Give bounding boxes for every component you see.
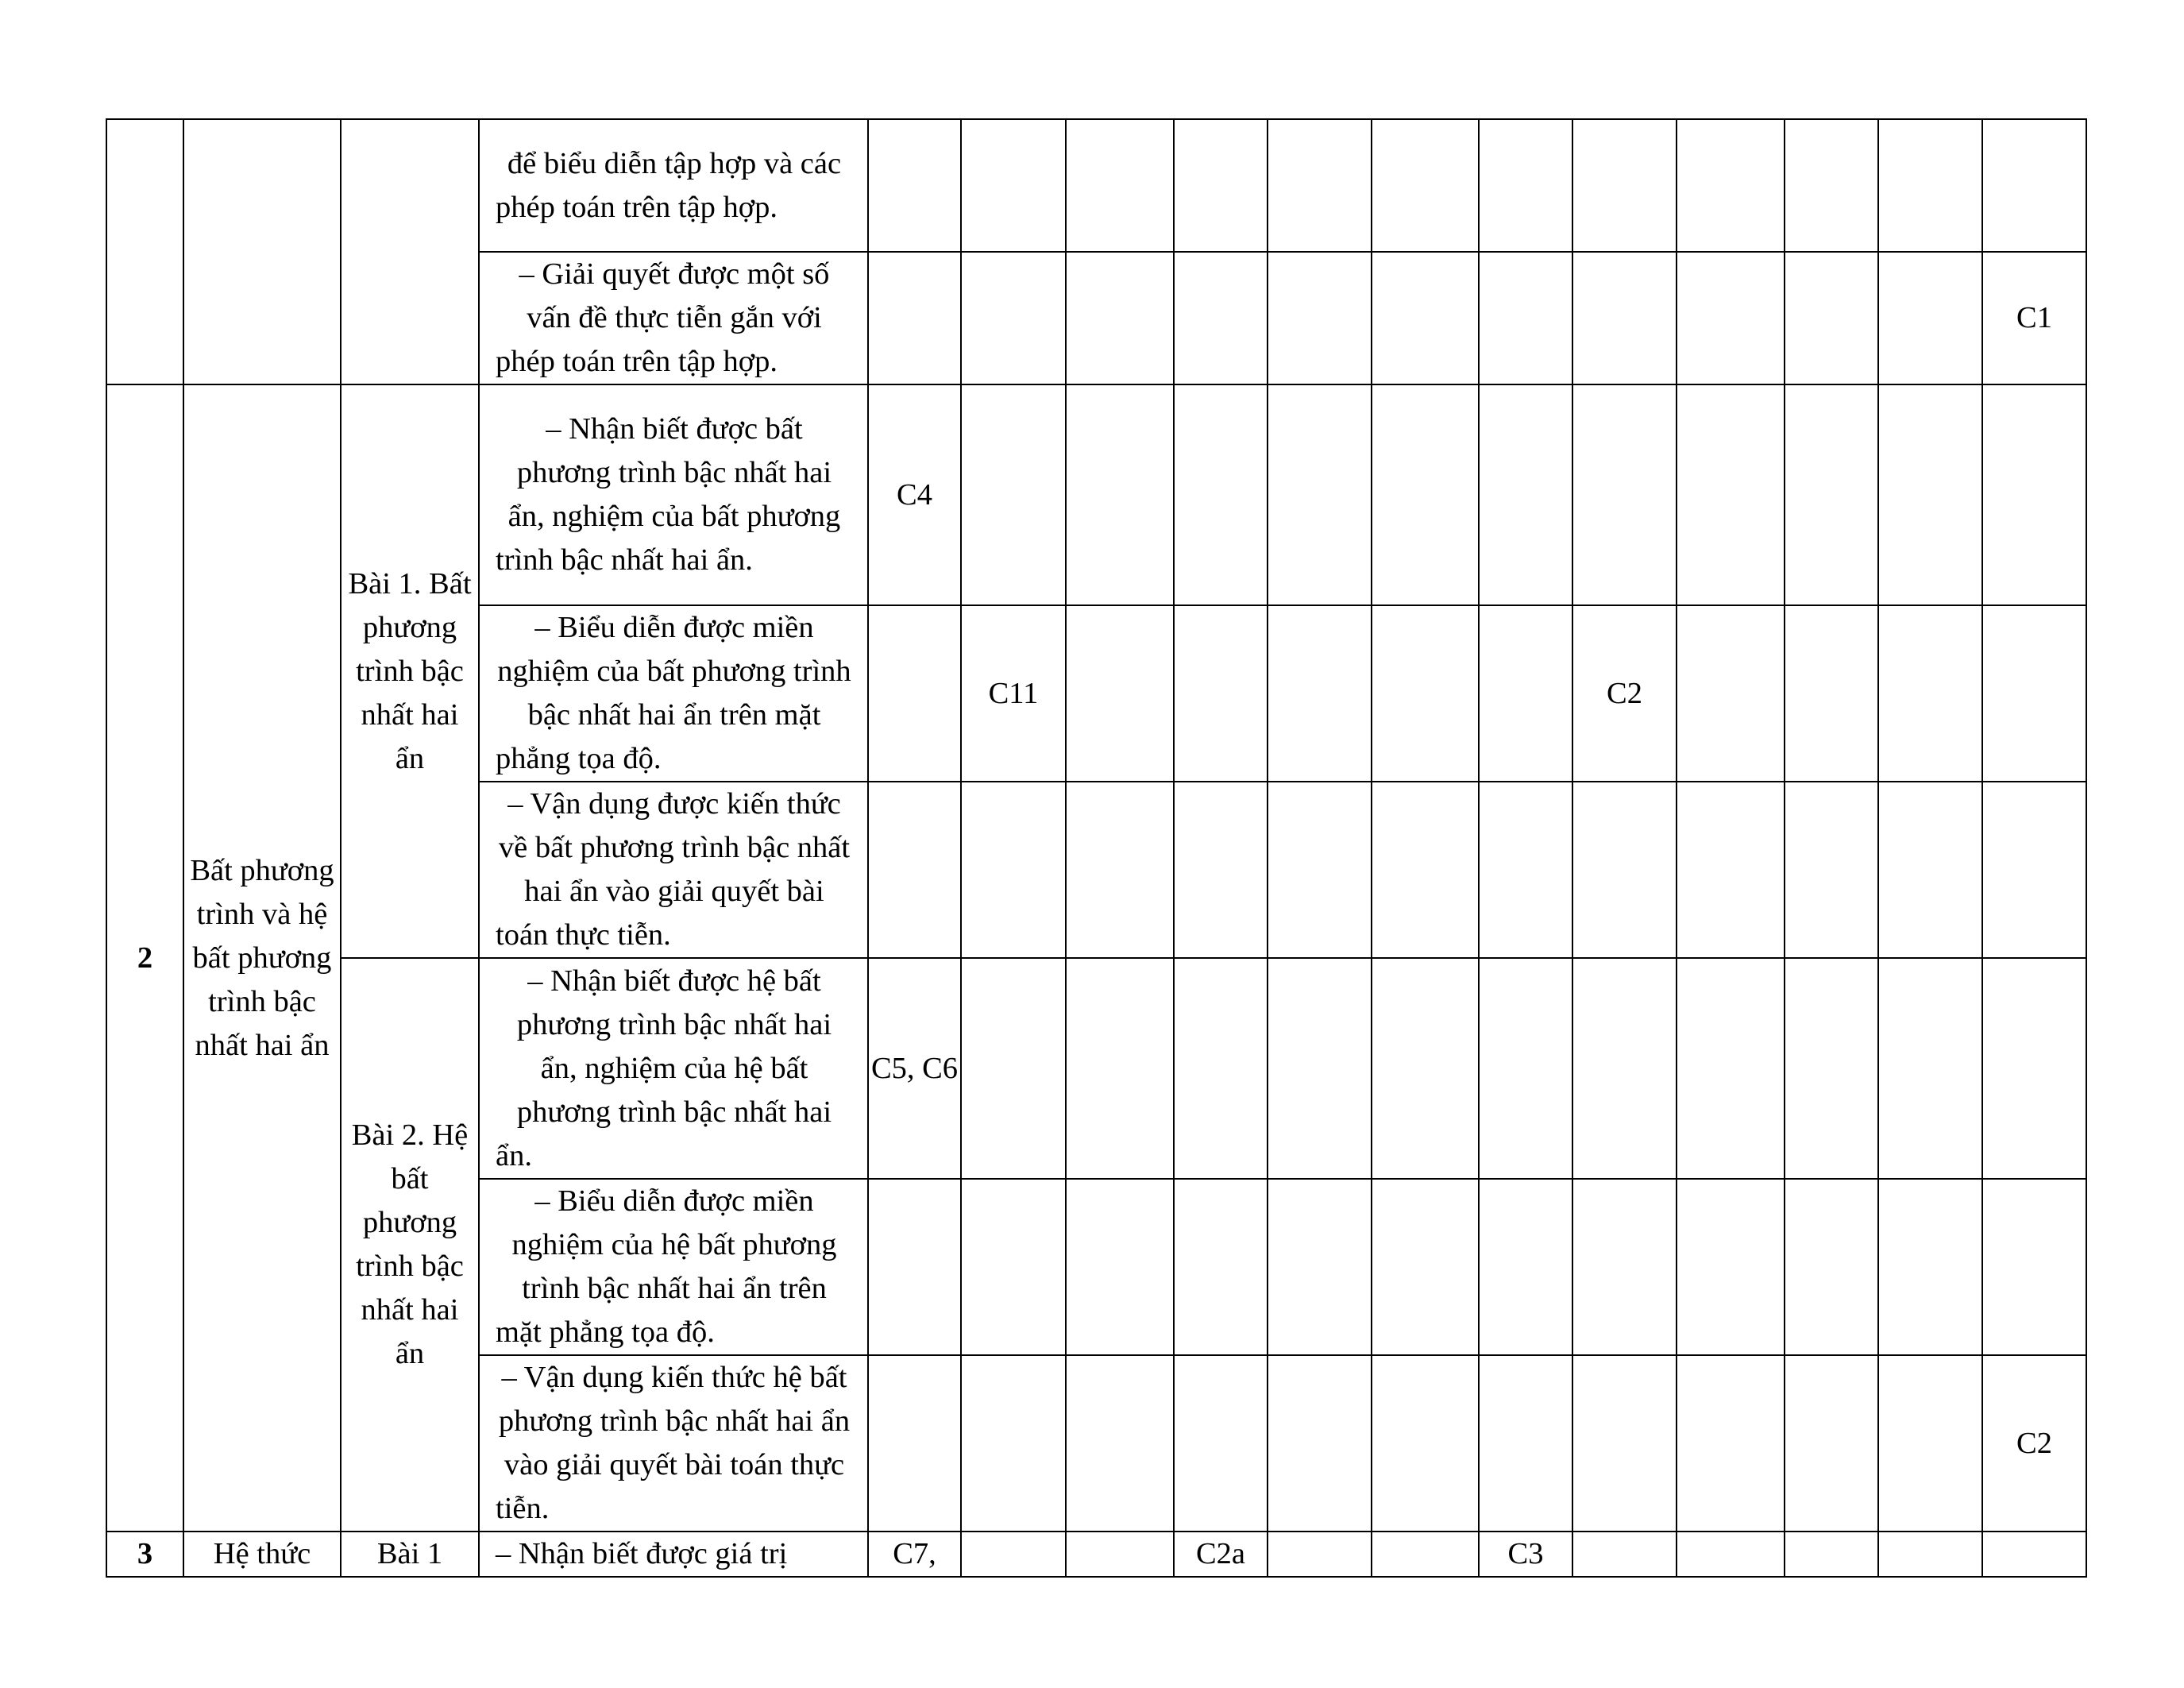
lesson-cell: Bài 1. Bất phương trình bậc nhất hai ẩn: [341, 384, 479, 958]
question-code-cell: C2: [1982, 1355, 2086, 1532]
level-cell: [1982, 605, 2086, 782]
assessment-matrix-table: [106, 118, 2087, 1578]
level-cell: [1174, 958, 1268, 1179]
level-cell: [1677, 252, 1785, 384]
lesson-cell: Bài 2. Hệ bất phương trình bậc nhất hai ẩn: [341, 958, 479, 1532]
criteria-cell: – Vận dụng kiến thức hệ bất phương trình bậc nhất hai ẩn vào giải quyết bài toán thực tiễn.: [479, 1355, 868, 1532]
level-cell: [1372, 958, 1479, 1179]
level-cell: [1982, 384, 2086, 605]
level-cell: [1677, 1179, 1785, 1355]
level-cell: [1372, 384, 1479, 605]
level-cell: [1878, 1179, 1982, 1355]
level-cell: [1878, 782, 1982, 958]
level-cell: [1572, 252, 1677, 384]
level-cell: [1268, 384, 1372, 605]
level-cell: [1066, 252, 1174, 384]
level-cell: [1572, 1355, 1677, 1532]
level-cell: [1372, 119, 1479, 252]
level-cell: [868, 782, 961, 958]
question-code-cell: C2: [1572, 605, 1677, 782]
level-cell: [1677, 1355, 1785, 1532]
criteria-cell: – Biểu diễn được miền nghiệm của hệ bất phương trình bậc nhất hai ẩn trên mặt phẳng tọa độ.: [479, 1179, 868, 1355]
topic-cell: [183, 119, 341, 384]
level-cell: [1479, 384, 1572, 605]
level-cell: [1174, 1179, 1268, 1355]
criteria-cell: – Nhận biết được bất phương trình bậc nhất hai ẩn, nghiệm của bất phương trình bậc nhất hai ẩn.: [479, 384, 868, 605]
table-row: [106, 1532, 2086, 1577]
level-cell: [1572, 958, 1677, 1179]
level-cell: [1878, 1355, 1982, 1532]
level-cell: [1372, 782, 1479, 958]
level-cell: [1878, 119, 1982, 252]
level-cell: [1174, 605, 1268, 782]
level-cell: [1572, 1532, 1677, 1577]
level-cell: [1572, 384, 1677, 605]
level-cell: [1572, 119, 1677, 252]
level-cell: [1982, 1179, 2086, 1355]
level-cell: [868, 119, 961, 252]
level-cell: [961, 119, 1066, 252]
level-cell: [1677, 1532, 1785, 1577]
level-cell: [1066, 605, 1174, 782]
level-cell: [868, 1179, 961, 1355]
level-cell: [1479, 605, 1572, 782]
level-cell: [1785, 605, 1878, 782]
level-cell: [868, 605, 961, 782]
level-cell: [1268, 1179, 1372, 1355]
table-row: [106, 958, 2086, 1179]
level-cell: [1785, 252, 1878, 384]
level-cell: [1268, 605, 1372, 782]
level-cell: [1372, 252, 1479, 384]
level-cell: [1982, 119, 2086, 252]
table-row: [106, 384, 2086, 605]
level-cell: [1878, 958, 1982, 1179]
level-cell: [1785, 119, 1878, 252]
level-cell: [1066, 1355, 1174, 1532]
level-cell: [1066, 782, 1174, 958]
criteria-cell: – Vận dụng được kiến thức về bất phương trình bậc nhất hai ẩn vào giải quyết bài toán thực tiễn.: [479, 782, 868, 958]
criteria-cell: – Biểu diễn được miền nghiệm của bất phương trình bậc nhất hai ẩn trên mặt phẳng tọa độ.: [479, 605, 868, 782]
level-cell: [1479, 1179, 1572, 1355]
level-cell: [1982, 958, 2086, 1179]
level-cell: [868, 252, 961, 384]
level-cell: [961, 1355, 1066, 1532]
level-cell: [1982, 782, 2086, 958]
level-cell: [961, 252, 1066, 384]
question-code-cell: C3: [1479, 1532, 1572, 1577]
level-cell: [961, 384, 1066, 605]
level-cell: [1878, 252, 1982, 384]
level-cell: [1066, 119, 1174, 252]
level-cell: [1268, 958, 1372, 1179]
level-cell: [1372, 605, 1479, 782]
level-cell: [1268, 1355, 1372, 1532]
level-cell: [1572, 1179, 1677, 1355]
level-cell: [1268, 119, 1372, 252]
question-code-cell: C4: [868, 384, 961, 605]
level-cell: [961, 1532, 1066, 1577]
level-cell: [1174, 119, 1268, 252]
level-cell: [1174, 252, 1268, 384]
level-cell: [1066, 1532, 1174, 1577]
level-cell: [1677, 958, 1785, 1179]
level-cell: [1066, 384, 1174, 605]
level-cell: [1677, 384, 1785, 605]
level-cell: [1572, 782, 1677, 958]
stt-cell: [106, 119, 183, 384]
topic-cell: Hệ thức: [183, 1532, 341, 1577]
level-cell: [1878, 605, 1982, 782]
level-cell: [1677, 119, 1785, 252]
level-cell: [1268, 252, 1372, 384]
criteria-cell: – Nhận biết được hệ bất phương trình bậc nhất hai ẩn, nghiệm của hệ bất phương trình bậc nhất hai ẩn.: [479, 958, 868, 1179]
level-cell: [1479, 958, 1572, 1179]
question-code-cell: C1: [1982, 252, 2086, 384]
level-cell: [1677, 782, 1785, 958]
level-cell: [1785, 1179, 1878, 1355]
level-cell: [1268, 1532, 1372, 1577]
level-cell: [1479, 119, 1572, 252]
level-cell: [1174, 384, 1268, 605]
level-cell: [1982, 1532, 2086, 1577]
level-cell: [1372, 1355, 1479, 1532]
level-cell: [1268, 782, 1372, 958]
level-cell: [1066, 1179, 1174, 1355]
question-code-cell: C11: [961, 605, 1066, 782]
level-cell: [868, 1355, 961, 1532]
level-cell: [1785, 1532, 1878, 1577]
lesson-cell: [341, 119, 479, 384]
topic-cell: Bất phương trình và hệ bất phương trình bậc nhất hai ẩn: [183, 384, 341, 1532]
level-cell: [1785, 958, 1878, 1179]
level-cell: [1372, 1179, 1479, 1355]
level-cell: [961, 1179, 1066, 1355]
level-cell: [961, 958, 1066, 1179]
level-cell: [1479, 782, 1572, 958]
criteria-cell: – Nhận biết được giá trị: [479, 1532, 868, 1577]
question-code-cell: C2a: [1174, 1532, 1268, 1577]
question-code-cell: C7,: [868, 1532, 961, 1577]
level-cell: [1785, 1355, 1878, 1532]
level-cell: [1372, 1532, 1479, 1577]
criteria-cell: – Giải quyết được một số vấn đề thực tiễn gắn với phép toán trên tập hợp.: [479, 252, 868, 384]
lesson-cell: Bài 1: [341, 1532, 479, 1577]
level-cell: [1677, 605, 1785, 782]
criteria-cell: để biểu diễn tập hợp và các phép toán trên tập hợp.: [479, 119, 868, 252]
level-cell: [1479, 1355, 1572, 1532]
stt-cell: 2: [106, 384, 183, 1532]
level-cell: [1785, 782, 1878, 958]
level-cell: [961, 782, 1066, 958]
level-cell: [1479, 252, 1572, 384]
stt-cell: 3: [106, 1532, 183, 1577]
level-cell: [1174, 782, 1268, 958]
level-cell: [1878, 384, 1982, 605]
level-cell: [1174, 1355, 1268, 1532]
level-cell: [1066, 958, 1174, 1179]
level-cell: [1878, 1532, 1982, 1577]
question-code-cell: C5, C6: [868, 958, 961, 1179]
level-cell: [1785, 384, 1878, 605]
table-row: [106, 119, 2086, 252]
